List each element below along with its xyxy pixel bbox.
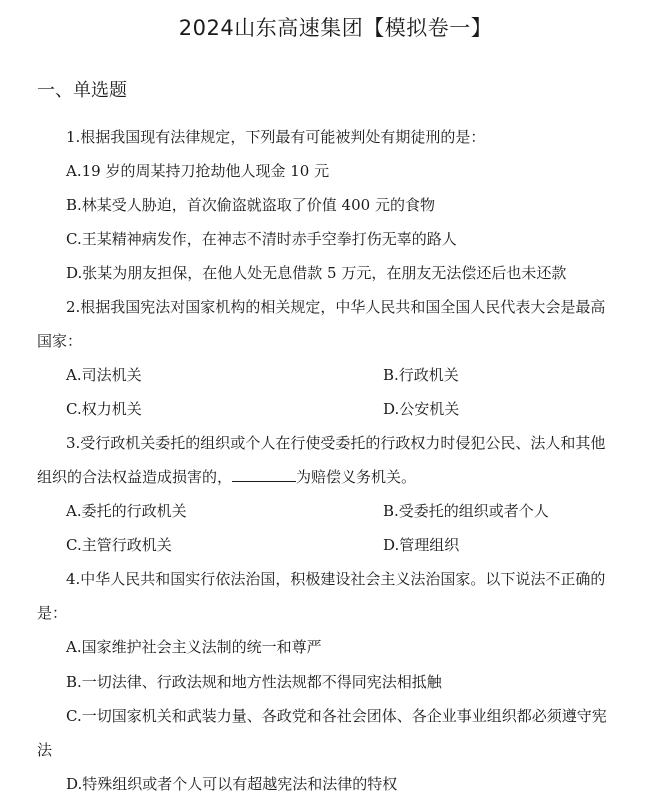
question-2-option-a: A.司法机关 [66,366,142,384]
question-3-option-c: C.主管行政机关 [66,536,172,554]
question-4-stem-line-1: 4.中华人民共和国实行依法治国，积极建设社会主义法治国家。以下说法不正确的 [66,570,606,588]
question-3-stem-after-blank: 为赔偿义务机关。 [296,468,417,486]
question-1-stem: 1.根据我国现有法律规定，下列最有可能被判处有期徒刑的是： [66,128,486,146]
question-2-option-d: D.公安机关 [383,400,460,418]
question-1-option-b: B.林某受人胁迫，首次偷盗就盗取了价值 400 元的食物 [66,196,435,214]
question-2-stem-line-2: 国家： [37,332,83,350]
question-1-option-c: C.王某精神病发作，在神志不清时赤手空拳打伤无辜的路人 [66,230,457,248]
question-4-option-c-line-1: C.一切国家机关和武装力量、各政党和各社会团体、各企业事业组织都必须遵守宪 [66,707,607,725]
question-3-stem-line-2 [37,467,416,487]
section-heading: 一、单选题 [37,80,127,101]
question-3-option-d: D.管理组织 [383,536,460,554]
question-4-option-a: A.国家维护社会主义法制的统一和尊严 [66,638,322,656]
question-1-option-d: D.张某为朋友担保，在他人处无息借款 5 万元，在朋友无法偿还后也未还款 [66,264,567,282]
question-4-option-d: D.特殊组织或者个人可以有超越宪法和法律的特权 [66,775,398,793]
question-3-option-a: A.委托的行政机关 [66,502,187,520]
question-4-option-c-line-2: 法 [37,741,53,759]
question-3-option-b: B.受委托的组织或者个人 [383,502,549,520]
question-2-option-c: C.权力机关 [66,400,142,418]
question-2-stem-line-1: 2.根据我国宪法对国家机构的相关规定，中华人民共和国全国人民代表大会是最高 [66,298,606,316]
question-3-stem-before-blank: 组织的合法权益造成损害的， [37,468,233,486]
question-4-option-b: B.一切法律、行政法规和地方性法规都不得同宪法相抵触 [66,673,442,691]
question-2-option-b: B.行政机关 [383,366,459,384]
answer-blank [232,467,296,482]
question-3-stem-line-1: 3.受行政机关委托的组织或个人在行使受委托的行政权力时侵犯公民、法人和其他 [66,434,606,452]
question-1-option-a: A.19 岁的周某持刀抢劫他人现金 10 元 [66,162,330,180]
question-4-stem-line-2: 是： [37,604,68,622]
exam-title: 2024山东高速集团【模拟卷一】 [178,16,493,40]
